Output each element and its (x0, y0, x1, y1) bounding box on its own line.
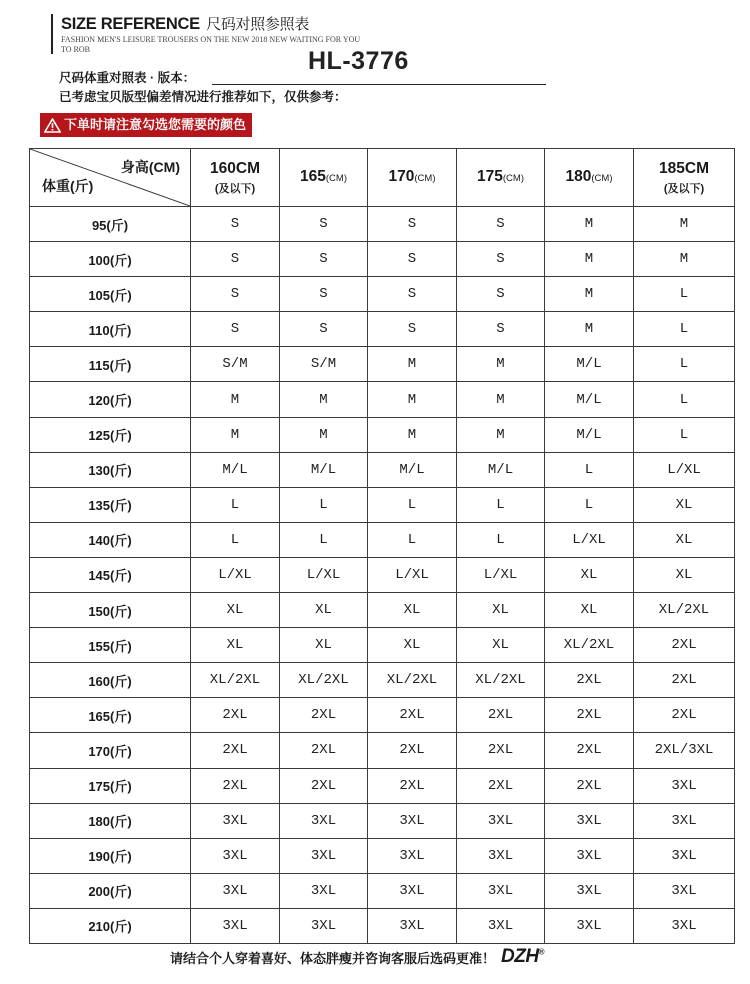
size-cell: 2XL (368, 733, 457, 768)
size-chart-table (29, 148, 735, 944)
size-cell: L/XL (280, 557, 368, 592)
size-cell: 3XL (280, 803, 368, 838)
size-cell: M (545, 242, 634, 277)
table-row (30, 557, 735, 592)
size-cell: M (368, 382, 457, 417)
size-cell: XL/2XL (457, 663, 545, 698)
size-cell: S (191, 242, 280, 277)
size-cell: 3XL (191, 803, 280, 838)
table-row (30, 698, 735, 733)
height-number: 170 (388, 167, 415, 185)
size-cell: 3XL (634, 873, 735, 908)
size-cell: M (457, 417, 545, 452)
footer (170, 945, 544, 969)
weight-cell: 145(斤) (30, 557, 191, 592)
size-cell: L (191, 522, 280, 557)
version-underline (212, 84, 546, 85)
height-number: 160CM (210, 159, 260, 177)
height-column-header (457, 149, 545, 207)
color-warning-banner (40, 113, 252, 137)
size-cell: 3XL (634, 768, 735, 803)
size-cell: S (457, 207, 545, 242)
height-qualifier: (及以下) (214, 182, 256, 195)
weight-cell: 210(斤) (30, 908, 191, 943)
registered-mark: ® (538, 947, 544, 957)
size-cell: 2XL (191, 698, 280, 733)
table-row (30, 593, 735, 628)
size-cell: M/L (457, 452, 545, 487)
table-row (30, 628, 735, 663)
subtitle: FASHION MEN'S LEISURE TROUSERS ON THE NEW 2018 NEW WAITING FOR YOU TO ROB (61, 35, 361, 54)
height-unit: (CM) (591, 172, 613, 184)
table-row (30, 663, 735, 698)
size-cell: XL (280, 628, 368, 663)
height-value (634, 159, 734, 179)
weight-cell: 100(斤) (30, 242, 191, 277)
height-column-header (368, 149, 457, 207)
size-cell: M/L (545, 417, 634, 452)
size-cell: S/M (191, 347, 280, 382)
weight-cell: 160(斤) (30, 663, 191, 698)
size-cell: 2XL (368, 698, 457, 733)
height-column-header (191, 149, 280, 207)
size-cell: M (191, 417, 280, 452)
height-column-header (280, 149, 368, 207)
size-cell: L (280, 487, 368, 522)
size-cell: 3XL (545, 838, 634, 873)
size-cell: L/XL (545, 522, 634, 557)
size-cell: L/XL (368, 557, 457, 592)
height-column-header (634, 149, 735, 207)
size-cell: M/L (368, 452, 457, 487)
brand-logo (501, 946, 544, 968)
table-row (30, 347, 735, 382)
model-number: HL-3776 (308, 47, 409, 75)
size-cell: S (368, 277, 457, 312)
size-cell: 2XL (280, 698, 368, 733)
size-cell: M (191, 382, 280, 417)
size-cell: L (368, 487, 457, 522)
size-cell: L (634, 277, 735, 312)
height-value (368, 167, 456, 189)
size-cell: XL (545, 593, 634, 628)
size-cell: M (634, 242, 735, 277)
size-cell: L (634, 382, 735, 417)
size-cell: 2XL (545, 768, 634, 803)
height-value (545, 167, 633, 189)
table-row (30, 487, 735, 522)
height-qualifier: (及以下) (663, 182, 705, 195)
height-value (191, 159, 279, 179)
size-cell: XL/2XL (634, 593, 735, 628)
table-row (30, 803, 735, 838)
size-cell: 3XL (191, 873, 280, 908)
size-cell: S (368, 312, 457, 347)
size-cell: M (545, 312, 634, 347)
size-cell: M/L (280, 452, 368, 487)
size-cell: XL (634, 557, 735, 592)
size-cell: XL/2XL (545, 628, 634, 663)
size-cell: 3XL (280, 908, 368, 943)
height-number: 185CM (659, 159, 709, 177)
size-cell: 3XL (368, 873, 457, 908)
version-label: 尺码体重对照表 · 版本： (59, 71, 196, 85)
size-cell: 2XL (368, 768, 457, 803)
header-row (30, 149, 735, 207)
size-cell: S (280, 242, 368, 277)
table-row (30, 207, 735, 242)
weight-cell: 175(斤) (30, 768, 191, 803)
size-cell: 3XL (280, 838, 368, 873)
size-cell: XL/2XL (191, 663, 280, 698)
weight-cell: 115(斤) (30, 347, 191, 382)
size-cell: 2XL (191, 768, 280, 803)
size-cell: 2XL (457, 768, 545, 803)
size-cell: XL (545, 557, 634, 592)
weight-cell: 155(斤) (30, 628, 191, 663)
weight-cell: 200(斤) (30, 873, 191, 908)
size-cell: M (457, 347, 545, 382)
table-row (30, 417, 735, 452)
size-cell: L (545, 452, 634, 487)
size-cell: S (368, 207, 457, 242)
size-cell: S (368, 242, 457, 277)
size-cell: XL (457, 593, 545, 628)
size-cell: 2XL (634, 663, 735, 698)
weight-cell: 125(斤) (30, 417, 191, 452)
recommendation-note: 已考虑宝贝版型偏差情况进行推荐如下，仅供参考： (59, 90, 347, 104)
table-row (30, 382, 735, 417)
size-cell: L/XL (634, 452, 735, 487)
height-number: 165 (300, 167, 326, 185)
height-number: 175 (477, 167, 503, 185)
size-cell: 3XL (368, 908, 457, 943)
size-cell: 2XL (545, 663, 634, 698)
weight-cell: 110(斤) (30, 312, 191, 347)
size-cell: M (545, 277, 634, 312)
size-cell: S (280, 277, 368, 312)
size-cell: S (457, 242, 545, 277)
size-cell: S (280, 312, 368, 347)
weight-cell: 130(斤) (30, 452, 191, 487)
height-number: 180 (565, 167, 592, 185)
size-cell: M/L (191, 452, 280, 487)
size-cell: 2XL (191, 733, 280, 768)
size-cell: 3XL (368, 803, 457, 838)
height-unit: (CM) (414, 172, 436, 184)
size-cell: L (634, 347, 735, 382)
size-cell: 2XL (457, 698, 545, 733)
size-cell: XL (457, 628, 545, 663)
title-en: SIZE REFERENCE (61, 15, 200, 33)
warning-triangle-icon (44, 118, 61, 133)
height-unit: (CM) (325, 172, 347, 184)
size-cell: 3XL (634, 803, 735, 838)
height-value (457, 167, 544, 189)
height-column-header (545, 149, 634, 207)
size-cell: 3XL (191, 908, 280, 943)
weight-cell: 170(斤) (30, 733, 191, 768)
size-cell: XL (280, 593, 368, 628)
size-cell: M/L (545, 347, 634, 382)
weight-cell: 105(斤) (30, 277, 191, 312)
table-row (30, 452, 735, 487)
size-cell: S (280, 207, 368, 242)
weight-cell: 165(斤) (30, 698, 191, 733)
weight-axis-label: 体重(斤) (42, 178, 94, 194)
size-cell: XL (191, 593, 280, 628)
size-cell: XL (634, 522, 735, 557)
size-cell: XL/2XL (280, 663, 368, 698)
corner-header-cell (30, 149, 191, 207)
size-cell: L (368, 522, 457, 557)
size-cell: XL (368, 628, 457, 663)
size-cell: 3XL (545, 873, 634, 908)
size-cell: XL (368, 593, 457, 628)
height-unit: (CM) (502, 172, 524, 184)
size-cell: S/M (280, 347, 368, 382)
size-cell: L (280, 522, 368, 557)
title-cn: 尺码对照参照表 (206, 16, 310, 33)
size-cell: S (191, 277, 280, 312)
size-cell: M/L (545, 382, 634, 417)
size-cell: M (634, 207, 735, 242)
size-cell: 3XL (457, 873, 545, 908)
size-cell: L/XL (457, 557, 545, 592)
table-row (30, 908, 735, 943)
size-cell: 2XL (545, 733, 634, 768)
size-cell: XL (634, 487, 735, 522)
size-cell: 2XL (545, 698, 634, 733)
size-cell: 2XL (280, 768, 368, 803)
size-cell: 3XL (457, 803, 545, 838)
size-cell: 2XL (634, 698, 735, 733)
size-rows (30, 207, 735, 944)
size-cell: M (368, 347, 457, 382)
size-cell: 3XL (545, 803, 634, 838)
size-cell: S (457, 312, 545, 347)
size-cell: M (280, 417, 368, 452)
table-row (30, 838, 735, 873)
weight-cell: 190(斤) (30, 838, 191, 873)
height-value (280, 167, 367, 189)
size-cell: 3XL (191, 838, 280, 873)
size-cell: S (457, 277, 545, 312)
table-row (30, 768, 735, 803)
table-row (30, 873, 735, 908)
weight-cell: 150(斤) (30, 593, 191, 628)
size-cell: 3XL (634, 908, 735, 943)
size-cell: 3XL (280, 873, 368, 908)
size-cell: 2XL (457, 733, 545, 768)
size-cell: L (191, 487, 280, 522)
weight-cell: 180(斤) (30, 803, 191, 838)
size-cell: M (545, 207, 634, 242)
table-row (30, 733, 735, 768)
warning-text: 下单时请注意勾选您需要的颜色 (64, 117, 247, 132)
size-cell: 2XL (280, 733, 368, 768)
size-cell: M (368, 417, 457, 452)
size-cell: 3XL (457, 908, 545, 943)
weight-cell: 135(斤) (30, 487, 191, 522)
page-title (61, 14, 471, 35)
height-axis-label: 身高(CM) (120, 159, 180, 175)
size-cell: M (280, 382, 368, 417)
size-cell: 2XL/3XL (634, 733, 735, 768)
size-cell: S (191, 312, 280, 347)
size-cell: L (457, 522, 545, 557)
size-cell: L (457, 487, 545, 522)
brand-name: DZH (501, 946, 539, 967)
size-cell: 3XL (368, 838, 457, 873)
size-cell: 3XL (545, 908, 634, 943)
size-cell: M (457, 382, 545, 417)
size-cell: L/XL (191, 557, 280, 592)
size-cell: XL/2XL (368, 663, 457, 698)
size-cell: 2XL (634, 628, 735, 663)
size-cell: S (191, 207, 280, 242)
size-cell: XL (191, 628, 280, 663)
size-cell: L (634, 417, 735, 452)
weight-cell: 95(斤) (30, 207, 191, 242)
footer-note: 请结合个人穿着喜好、体态胖瘦并咨询客服后选码更准！ (170, 950, 496, 966)
table-row (30, 312, 735, 347)
size-cell: L (545, 487, 634, 522)
size-cell: 3XL (634, 838, 735, 873)
size-cell: L (634, 312, 735, 347)
table-row (30, 277, 735, 312)
weight-cell: 120(斤) (30, 382, 191, 417)
table-row (30, 522, 735, 557)
size-cell: 3XL (457, 838, 545, 873)
table-row (30, 242, 735, 277)
weight-cell: 140(斤) (30, 522, 191, 557)
